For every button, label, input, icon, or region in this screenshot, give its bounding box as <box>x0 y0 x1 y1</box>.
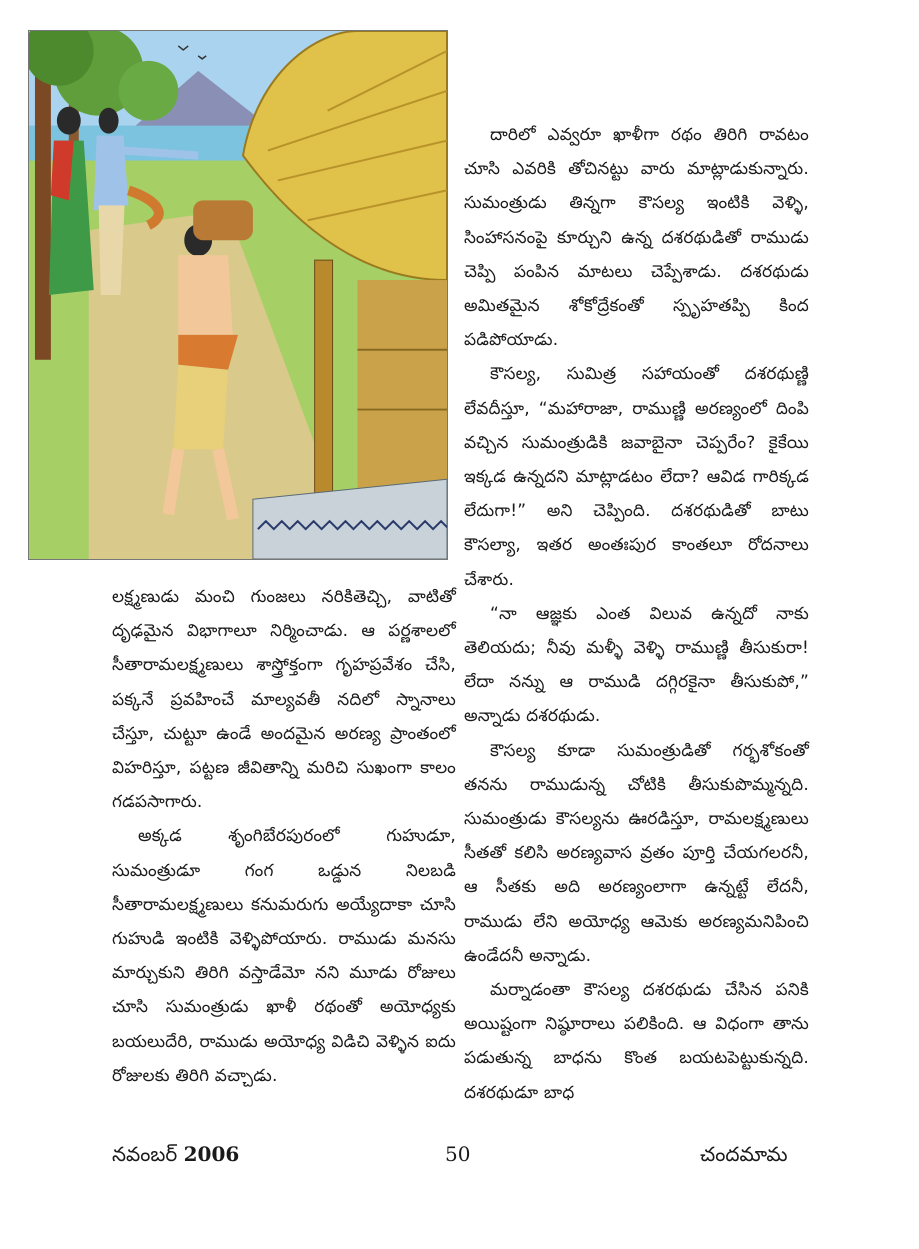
footer-year: 2006 <box>183 1142 240 1166</box>
footer-date <box>112 1142 239 1171</box>
paragraph: అక్కడ శృంగిబేరపురంలో గుహుడూ, సుమంత్రుడూ గంగ ఒడ్డున నిలబడి సీతారామలక్ష్మణులు కనుమరుగు అయ్యేదాకా చూసి గుహుడి ఇంటికి వెళ్ళిపోయారు. రాముడు మనసు మార్చుకుని తిరిగి వస్తాడేమో నని మూడు రోజులు చూసి సుమంత్రుడు ఖాళీ రథంతో అయోధ్యకు బయలుదేరి, రాముడు అయోధ్య విడిచి వెళ్ళిన ఐదు రోజులకు తిరిగి వచ్చాడు. <box>112 826 456 1086</box>
paragraph: దారిలో ఎవ్వరూ ఖాళీగా రథం తిరిగి రావటం చూసి ఎవరికి తోచినట్టు వారు మాట్లాడుకున్నారు. సుమంత్రుడు తిన్నగా కౌసల్య ఇంటికి వెళ్ళి, సింహాసనంపై కూర్చుని ఉన్న దశరథుడితో రాముడు చెప్పి పంపిన మాటలు చెప్పేశాడు. దశరథుడు అమితమైన శోకోద్రేకంతో స్పృహతప్పి కింద పడిపోయాడు. <box>464 125 809 351</box>
story-illustration <box>28 30 448 560</box>
paragraph: కౌసల్య కూడా సుమంత్రుడితో గర్భశోకంతో తనను రాముడున్న చోటికి తీసుకుపొమ్మన్నది. సుమంత్రుడు కౌసల్యను ఊరడిస్తూ, రామలక్ష్మణులు సీతతో కలిసి అరణ్యవాస వ్రతం పూర్తి చేయగలరనీ, ఆ సీతకు అది అరణ్యంలాగా ఉన్నట్టే లేదనీ, రాముడు లేని అయోధ్య ఆమెకు అరణ్యమనిపించి ఉండేదనీ అన్నాడు. <box>464 740 809 966</box>
left-text-column <box>112 580 456 1093</box>
paragraph: లక్ష్మణుడు మంచి గుంజలు నరికితెచ్చి, వాటితో దృఢమైన విభాగాలూ నిర్మించాడు. ఆ పర్ణశాలలో సీతారామలక్ష్మణులు శాస్త్రోక్తంగా గృహప్రవేశం చేసి, పక్కనే ప్రవహించే మాల్యవతీ నదిలో స్నానాలు చేస్తూ, చుట్టూ ఉండే అందమైన అరణ్య ప్రాంతంలో విహరిస్తూ, పట్టణ జీవితాన్ని మరిచి సుఖంగా కాలం గడపసాగారు. <box>112 587 456 813</box>
paragraph: మర్నాడంతా కౌసల్య దశరథుడు చేసిన పనికి అయిష్టంగా నిష్ఠూరాలు పలికింది. ఆ విధంగా తాను పడుతున్న బాధను కొంత బయటపెట్టుకున్నది. దశరథుడూ బాధ <box>464 980 809 1103</box>
page-number: 50 <box>445 1142 471 1166</box>
footer-month: నవంబర్ <box>112 1142 178 1166</box>
paragraph: “నా ఆజ్ఞకు ఎంత విలువ ఉన్నదో నాకు తెలియదు; నీవు మళ్ళీ వెళ్ళి రాముణ్ణి తీసుకురా! లేదా నన్ను ఆ రాముడి దగ్గిరకైనా తీసుకుపో,” అన్నాడు దశరథుడు. <box>464 603 809 727</box>
right-text-column <box>464 118 809 1110</box>
magazine-name: చందమామ <box>700 1142 788 1166</box>
illustration-image <box>29 31 447 559</box>
paragraph: కౌసల్య, సుమిత్ర సహాయంతో దశరథుణ్ణి లేవదీస్తూ, “మహారాజా, రాముణ్ణి అరణ్యంలో దింపి వచ్చిన సుమంత్రుడికి జవాబైనా చెప్పరేం? కైకేయి ఇక్కడ ఉన్నదని మాట్లాడటం లేదా? ఆవిడ గారిక్కడ లేదుగా!” అని చెప్పింది. దశరథుడితో బాటు కౌసల్యా, ఇతర అంతఃపుర కాంతలూ రోదనాలు చేశారు. <box>464 364 809 590</box>
